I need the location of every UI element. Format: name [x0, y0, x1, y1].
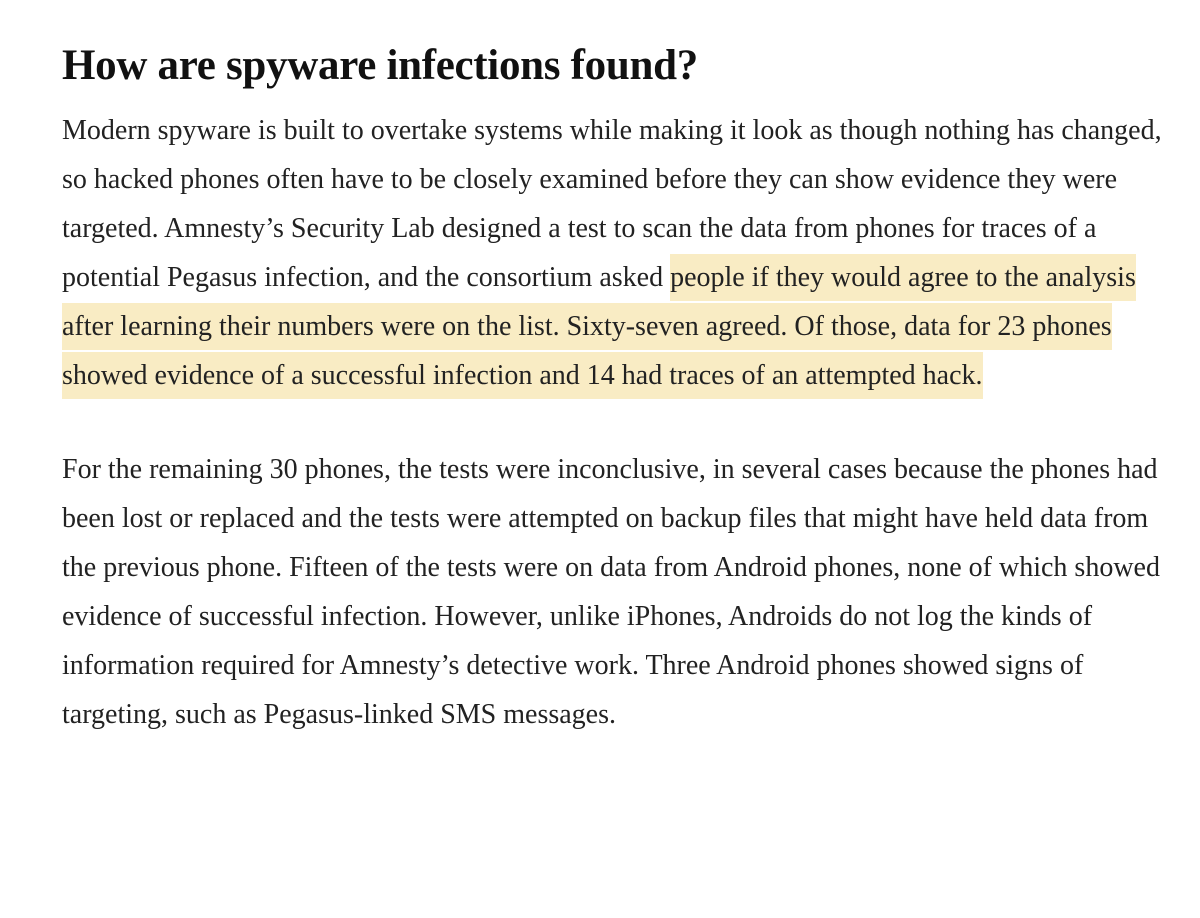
- paragraph-1-text: Modern spyware is built to overtake systems while making it look as though nothing has changed, so hacked phones often have to be closely examined before they can show evidence they were targeted. Amnesty’s Security Lab designed a test to scan the data from phones for traces of a potential Pegasus infection, and the consortium asked: [62, 115, 1162, 293]
- paragraph-1: [62, 106, 1172, 400]
- article-body: [62, 38, 1172, 739]
- section-heading: How are spyware infections found?: [62, 42, 698, 89]
- paragraph-2: For the remaining 30 phones, the tests were inconclusive, in several cases because the phones had been lost or replaced and the tests were attempted on backup files that might have held data from the previous phone. Fifteen of the tests were on data from Android phones, none of which showed evidence of successful infection. However, unlike iPhones, Androids do not log the kinds of information required for Amnesty’s detective work. Three Android phones showed signs of targeting, such as Pegasus-linked SMS messages.: [62, 454, 1160, 730]
- text-highlight[interactable]: people if they would agree to the analysis after learning their numbers were on the list. Sixty-seven agreed. Of those, data for 23 phones showed evidence of a successful infection and 14 had traces of an attempted hack.: [62, 254, 1136, 399]
